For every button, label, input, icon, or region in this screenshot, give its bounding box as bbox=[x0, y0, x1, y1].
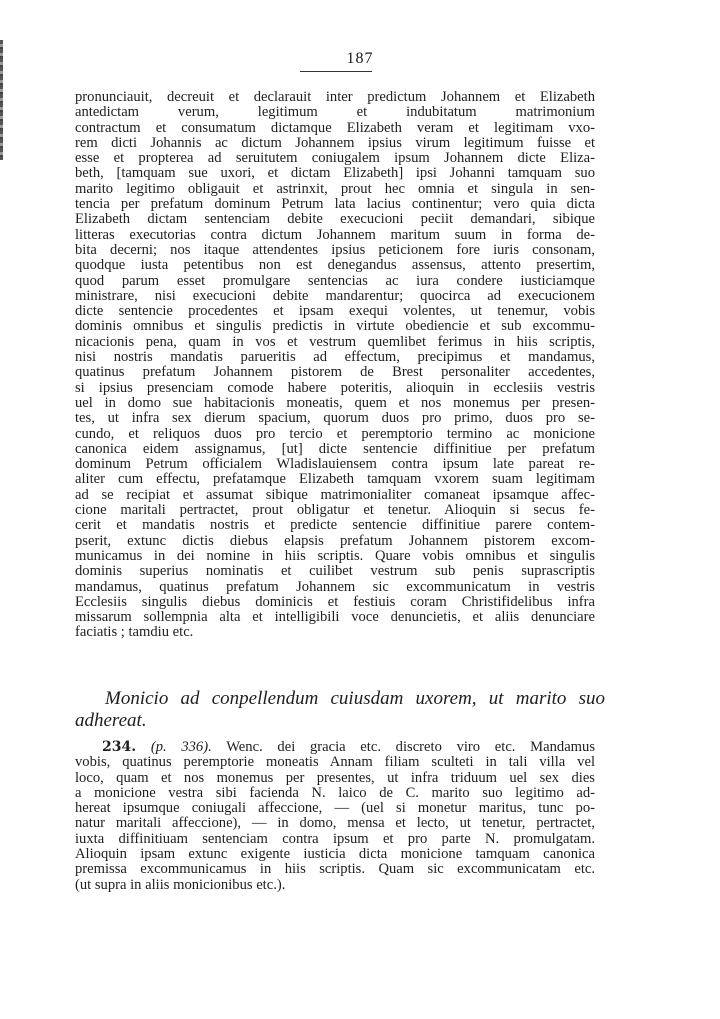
body-line: ministrare, nisi execucioni debite mandarentur; quocirca ad execucionem bbox=[75, 287, 595, 304]
body-line: Elizabeth dictam sentenciam debite execucioni peciit demandari, sibique bbox=[75, 211, 595, 228]
entry-first-line bbox=[75, 740, 595, 755]
entry-line: iuxta diffinitiuam sentenciam contra ipsum et pro parte N. promulgatam. bbox=[75, 830, 595, 847]
body-line: nisi nostris mandatis parueritis ad effectum, precipimus et mandamus, bbox=[75, 349, 595, 366]
body-line: marito legitimo obligauit et astrinxit, prout hec omnia et singula in sen- bbox=[75, 180, 595, 197]
body-line: dominis omnibus et singulis predictis in virtute obediencie et sub excommu- bbox=[75, 318, 595, 335]
entry-line: loco, quam et nos monemus per presentes, ut infra triduum uel sex dies bbox=[75, 769, 595, 786]
body-line: dicte sentencie procedentes et ipsam exequi volentes, ut tenemur, vobis bbox=[75, 303, 595, 320]
body-line: contractum et consumatum dictamque Elizabeth veram et legitimam vxo- bbox=[75, 119, 595, 136]
body-line: Ecclesiis singulis diebus dominicis et festiuis coram Christifidelibus infra bbox=[75, 593, 595, 610]
body-line: quod parum esset promulgare sentencias ac iura condere iusticiamque bbox=[75, 272, 595, 289]
body-line: cione maritali pertractet, prout obligatur et tenetur. Alioquin si secus fe- bbox=[75, 502, 595, 519]
body-line: ad se recipiat et assumat sibique matrimonialiter comaneat ipsamque affec- bbox=[75, 486, 595, 503]
body-line: pserit, extunc dictis diebus elapsis prefatum Johannem pistorem excom- bbox=[75, 532, 595, 549]
body-line: si ipsius presenciam comode habere poteritis, alioquin in ecclesiis vestris bbox=[75, 379, 595, 396]
section-title bbox=[75, 688, 605, 732]
body-text bbox=[75, 90, 595, 641]
body-line: beth, [tamquam sue uxori, et dictam Elizabeth] ipsi Johanni tamquam suo bbox=[75, 165, 595, 182]
body-line: municamus in dei nomine in hiis scriptis. Quare vobis omnibus et singulis bbox=[75, 547, 595, 564]
body-line: missarum sollempnia alta et intelligibili voce denuncietis, et aliis denunciare bbox=[75, 609, 595, 626]
section-title-line-2: adhereat. bbox=[75, 710, 147, 731]
page-number-rule bbox=[300, 71, 372, 72]
body-line: aliter cum effectu, prefatamque Elizabeth tamquam vxorem suam legitimam bbox=[75, 471, 595, 488]
entry-line: premissa excommunicamus in hiis scriptis. Quam sic excommunicatam etc. bbox=[75, 861, 595, 878]
entry-line: vobis, quatinus peremptorie moneatis Annam filiam sculteti in tali villa vel bbox=[75, 754, 595, 771]
entry-line: natur maritali affeccione), — in domo, mensa et lecto, ut tenetur, pertractet, bbox=[75, 815, 595, 832]
body-line: esse et propterea ad seruitutem coniugalem ipsum Johannem dicte Eliza- bbox=[75, 150, 595, 167]
section-title-line-1: Monicio ad conpellendum cuiusdam uxorem, ut marito suo bbox=[105, 688, 605, 709]
body-line: tencia per prefatum dominum Petrum lata lacius continentur; vero quia dicta bbox=[75, 196, 595, 213]
entry-number: 234. bbox=[102, 739, 137, 755]
page-number: 187 bbox=[346, 50, 374, 67]
body-line: canonica eidem assignamus, [ut] dicte sentencie diffinitiue per prefatum bbox=[75, 440, 595, 457]
entry-line: (ut supra in aliis monicionibus etc.). bbox=[75, 876, 286, 893]
body-line: tes, ut infra sex dierum spacium, quorum duos pro primo, duos pro se- bbox=[75, 410, 595, 427]
entry-first-line-text: Wenc. dei gracia etc. discreto viro etc. Mandamus bbox=[226, 739, 596, 755]
body-line: nicacionis pena, quam in vos et vestrum quemlibet ferimus in hiis scriptis, bbox=[75, 333, 595, 350]
entry-line: hereat ipsumque coniugali affeccione, — (uel si monetur maritus, tunc po- bbox=[75, 800, 595, 817]
body-line: rem dicti Johannis ac dictum Johannem ipsius virum legitimum fuisse et bbox=[75, 134, 595, 151]
body-line: bita decerni; nos itaque attendentes ipsius peticionem fore iuris consonam, bbox=[75, 241, 595, 258]
body-line: uel in domo sue habitacionis moneatis, quem et nos monemus per presen- bbox=[75, 394, 595, 411]
entry-234 bbox=[75, 740, 595, 893]
entry-line: Alioquin ipsam extunc exigente iusticia dicta monicione tamquam canonica bbox=[75, 846, 595, 863]
body-line: cundo, et reliquos duos pro tercio et peremptorio termino ac monicione bbox=[75, 425, 595, 442]
body-line: antedictam verum, legitimum et indubitatum matrimonium bbox=[75, 104, 595, 121]
body-line: pronunciauit, decreuit et declarauit inter predictum Johannem et Elizabeth bbox=[75, 89, 595, 105]
body-line: mandamus, quatinus prefatum Johannem sic excommunicatum in vestris bbox=[75, 578, 595, 595]
body-line: quodque iusta petentibus non est denegandus assensus, attento presertim, bbox=[75, 257, 595, 274]
entry-line: a monicione vestra sibi facienda N. laico de C. marito suo legitimo ad- bbox=[75, 784, 595, 801]
body-line: dominum Petrum officialem Wladislauiensem contra ipsum late pareat re- bbox=[75, 456, 595, 473]
body-line: litteras executorias contra dictum Johannem maritum suum in forma de- bbox=[75, 226, 595, 243]
body-line: dominis superius nominatis et cuilibet vestrum sub penis suprascriptis bbox=[75, 563, 595, 580]
body-line: quatinus prefatum Johannem pistorem de Brest personaliter accedentes, bbox=[75, 364, 595, 381]
entry-reference: (p. 336). bbox=[150, 739, 212, 755]
body-line: faciatis ; tamdiu etc. bbox=[75, 624, 194, 641]
body-line: cerit et mandatis nostris et predicte sentencie diffinitiue parere contem- bbox=[75, 517, 595, 534]
